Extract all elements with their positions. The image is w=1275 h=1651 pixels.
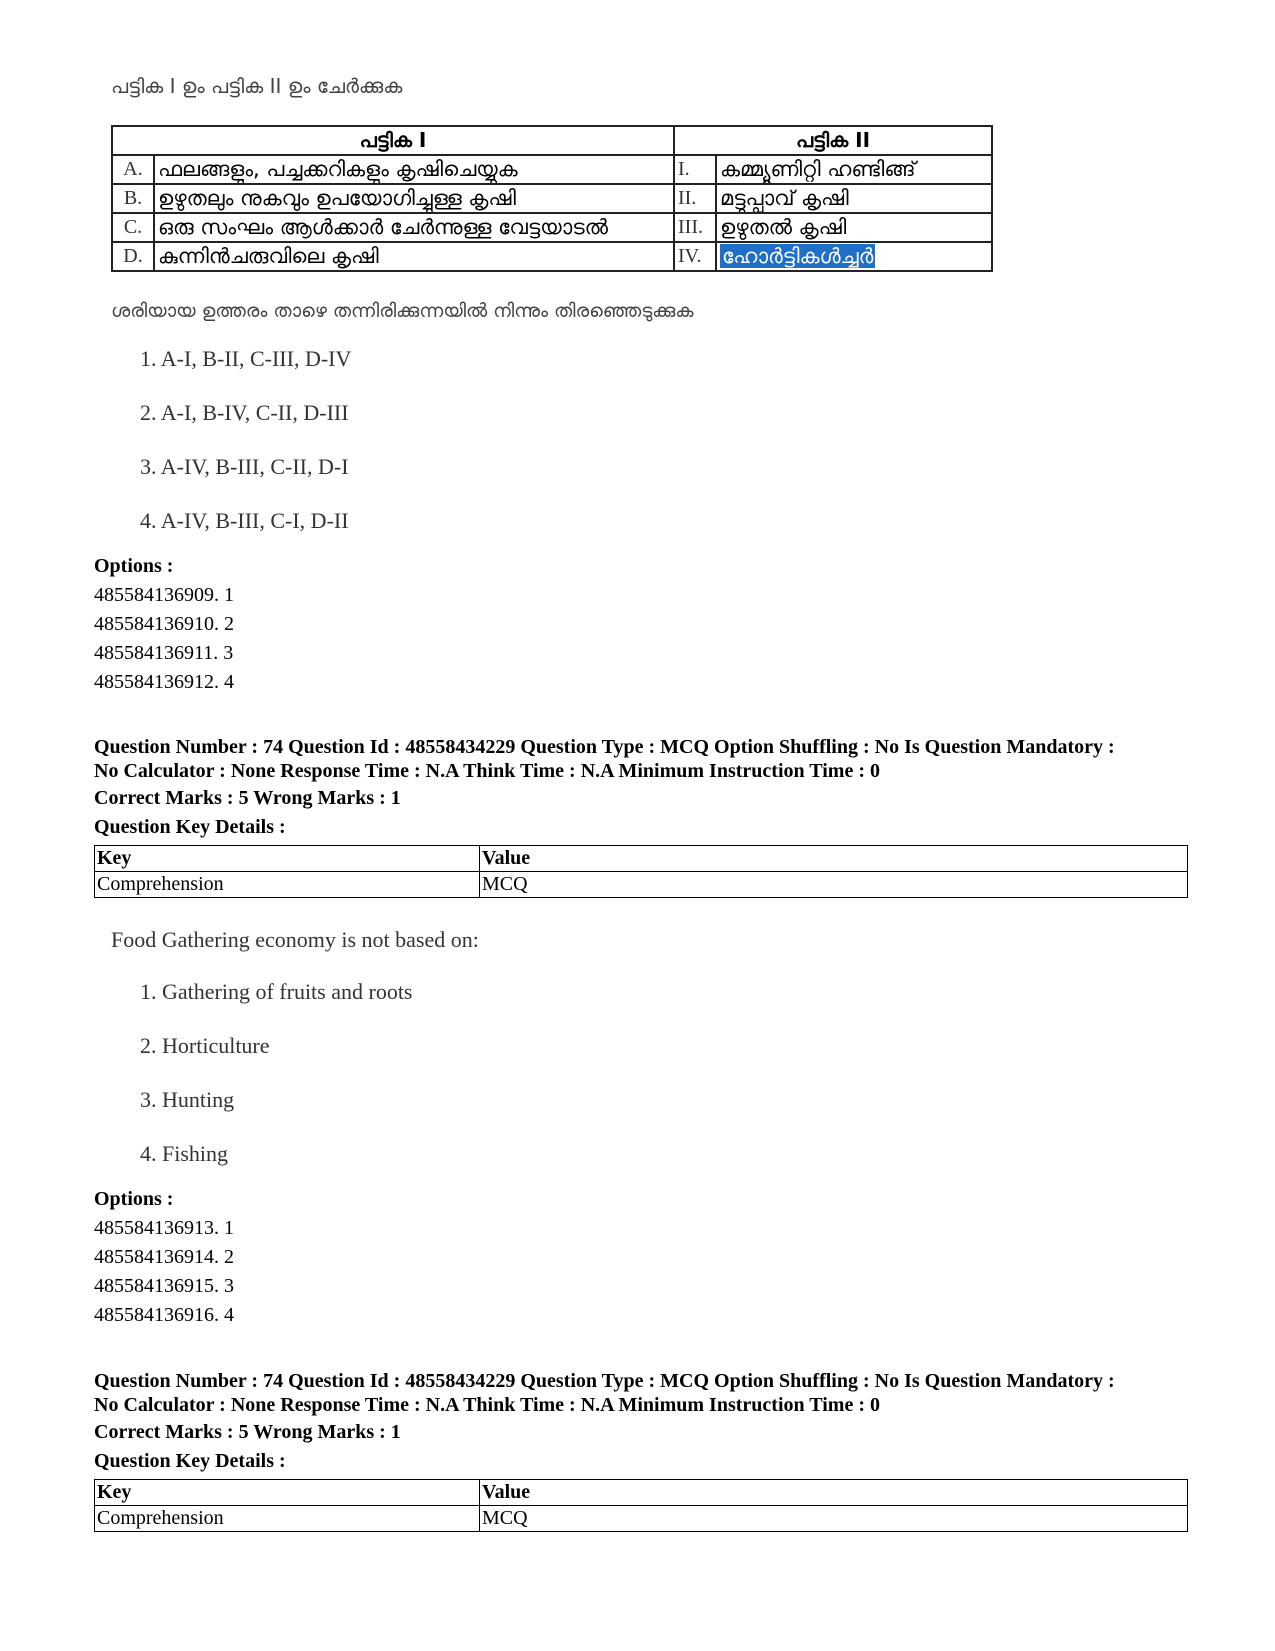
row-label: D. — [112, 242, 154, 271]
question-2-meta — [94, 735, 1194, 783]
choice-item: 2. A-I, B-IV, C-II, D-III — [140, 400, 349, 425]
row-label: III. — [674, 213, 716, 242]
question-2-key-table — [94, 845, 1188, 898]
row-label: I. — [674, 155, 716, 184]
question-2-choices — [140, 979, 413, 1195]
row-text: ഒരു സംഘം ആൾക്കാർ ചേർന്നുള്ള വേട്ടയാടൽ — [154, 213, 674, 242]
choice-item: 1. Gathering of fruits and roots — [140, 979, 413, 1004]
match-table-header — [112, 126, 992, 155]
match-table-row — [112, 242, 992, 271]
choice-item: 3. Hunting — [140, 1087, 235, 1112]
key-header: Key — [95, 1480, 480, 1506]
question-1-choices — [140, 346, 351, 562]
meta-line-1: Question Number : 74 Question Id : 48558434229 Question Type : MCQ Option Shuffling : No Is Question Mandatory : — [94, 736, 1115, 758]
highlighted-text: ഹോർട്ടികൾച്ചർ — [722, 244, 874, 268]
question-3-marks: Correct Marks : 5 Wrong Marks : 1 — [94, 1421, 401, 1443]
question-2-marks: Correct Marks : 5 Wrong Marks : 1 — [94, 787, 401, 809]
key-cell: Comprehension — [95, 1506, 480, 1532]
option-item: 485584136915. 3 — [94, 1275, 234, 1297]
row-label: C. — [112, 213, 154, 242]
option-item: 485584136910. 2 — [94, 613, 234, 635]
question-1-instruction: ശരിയായ ഉത്തരം താഴെ തന്നിരിക്കുന്നയിൽ നിന്നും തിരഞ്ഞെടുക്കുക — [111, 300, 694, 322]
question-2-title: Food Gathering economy is not based on: — [111, 927, 479, 952]
key-header: Key — [95, 846, 480, 872]
row-text: ഫലങ്ങളും, പച്ചക്കറികളും കൃഷിചെയ്യുക — [154, 155, 674, 184]
key-table-header — [95, 1480, 1188, 1506]
column-1-header: പട്ടിക I — [112, 126, 674, 155]
key-cell: Comprehension — [95, 872, 480, 898]
value-cell: MCQ — [480, 1506, 1188, 1532]
value-header: Value — [480, 846, 1188, 872]
value-header: Value — [480, 1480, 1188, 1506]
choice-item: 4. A-IV, B-III, C-I, D-II — [140, 508, 349, 533]
row-label: IV. — [674, 242, 716, 271]
match-table — [111, 125, 993, 272]
row-label: B. — [112, 184, 154, 213]
question-3-key-details-label: Question Key Details : — [94, 1450, 286, 1472]
match-table-row — [112, 213, 992, 242]
choice-item: 4. Fishing — [140, 1141, 229, 1166]
question-3-meta — [94, 1369, 1194, 1417]
row-text-highlighted — [716, 242, 992, 271]
value-cell: MCQ — [480, 872, 1188, 898]
question-2-key-details-label: Question Key Details : — [94, 816, 286, 838]
row-text: കമ്മ്യൂണിറ്റി ഹണ്ടിങ്ങ് — [716, 155, 992, 184]
row-text: കുന്നിൻചരുവിലെ കൃഷി — [154, 242, 674, 271]
question-1-title: പട്ടിക I ഉം പട്ടിക II ഉം ചേർക്കുക — [111, 74, 403, 98]
meta-line-2: No Calculator : None Response Time : N.A Think Time : N.A Minimum Instruction Time : 0 — [94, 1394, 880, 1416]
row-text: ഉഴുതൽ കൃഷി — [716, 213, 992, 242]
row-label: A. — [112, 155, 154, 184]
row-text: മട്ടുപ്പാവ് കൃഷി — [716, 184, 992, 213]
match-table-row — [112, 184, 992, 213]
key-table-header — [95, 846, 1188, 872]
option-item: 485584136913. 1 — [94, 1217, 234, 1239]
option-item: 485584136914. 2 — [94, 1246, 234, 1268]
option-item: 485584136912. 4 — [94, 671, 234, 693]
row-label: II. — [674, 184, 716, 213]
key-table-row — [95, 872, 1188, 898]
option-item: 485584136909. 1 — [94, 584, 234, 606]
question-2-options — [94, 1217, 234, 1333]
meta-line-2: No Calculator : None Response Time : N.A Think Time : N.A Minimum Instruction Time : 0 — [94, 760, 880, 782]
choice-item: 3. A-IV, B-III, C-II, D-I — [140, 454, 349, 479]
choice-item: 1. A-I, B-II, C-III, D-IV — [140, 346, 352, 371]
match-table-row — [112, 155, 992, 184]
options-label: Options : — [94, 1188, 174, 1210]
choice-item: 2. Horticulture — [140, 1033, 270, 1058]
option-item: 485584136916. 4 — [94, 1304, 234, 1326]
meta-line-1: Question Number : 74 Question Id : 48558434229 Question Type : MCQ Option Shuffling : No Is Question Mandatory : — [94, 1370, 1115, 1392]
key-table-row — [95, 1506, 1188, 1532]
question-1-options — [94, 584, 234, 700]
question-3-key-table — [94, 1479, 1188, 1532]
column-2-header: പട്ടിക II — [674, 126, 992, 155]
options-label: Options : — [94, 555, 174, 577]
row-text: ഉഴുതലും നുകവും ഉപയോഗിച്ചുള്ള കൃഷി — [154, 184, 674, 213]
option-item: 485584136911. 3 — [94, 642, 234, 664]
